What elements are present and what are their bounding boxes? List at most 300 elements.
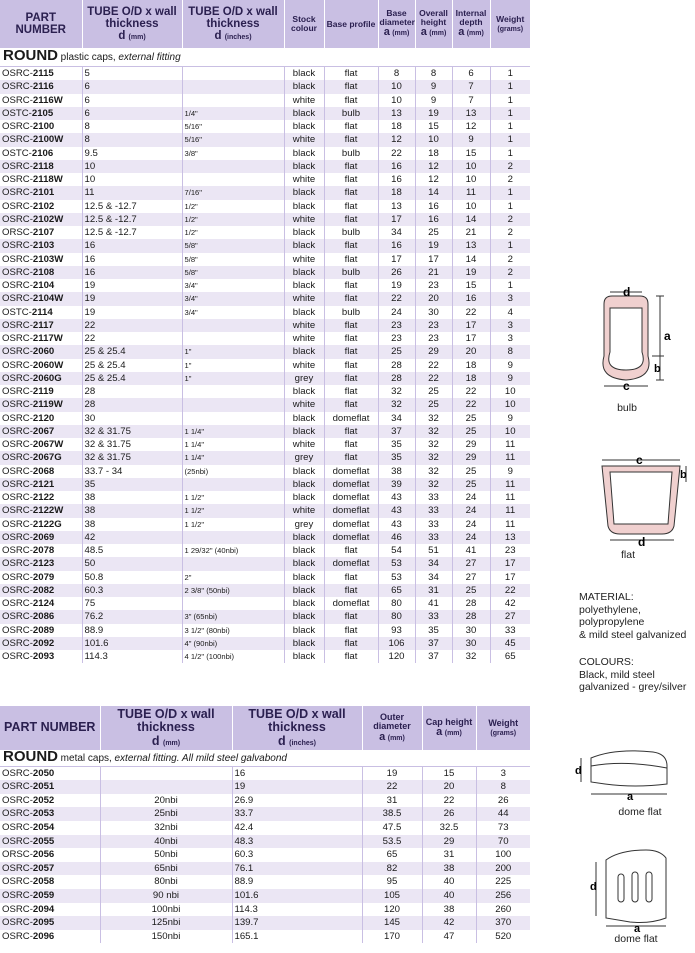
base-diameter-cell: 34 [378, 226, 415, 239]
part-number-cell: OSRC-2095 [0, 916, 100, 930]
weight-cell: 100 [495, 849, 512, 861]
part-number-cell: ORSC-2056 [0, 848, 100, 862]
header-tube-inches: TUBE O/D x wall thickness d (inches) [182, 0, 284, 48]
table-row [0, 807, 530, 821]
part-number-cell: OSRC-2096 [0, 930, 100, 944]
cap-height-cell: 31 [422, 848, 476, 862]
tube-mm-cell: 19 [82, 306, 182, 319]
part-number-cell: OSRC-2054 [0, 821, 100, 835]
table-row [0, 372, 530, 385]
stock-colour-cell: black [284, 345, 324, 358]
base-profile-cell: flat [324, 451, 378, 464]
base-diameter-cell: 53 [378, 571, 415, 584]
weight-cell: 70 [476, 835, 530, 849]
weight-cell: 10 [490, 398, 530, 411]
table-row [0, 637, 530, 650]
table-row [0, 794, 530, 808]
outer-diameter-cell: 22 [362, 780, 422, 794]
stock-colour-cell: white [284, 94, 324, 107]
tube-mm-cell: 35 [82, 478, 182, 491]
tube-mm-cell: 16 [82, 253, 182, 266]
stock-colour-cell: black [284, 491, 324, 504]
tube-inches-cell: 1/2" [182, 200, 284, 213]
tube-mm-cell: 40nbi [100, 835, 232, 849]
table-row [0, 930, 530, 944]
tube-inches-cell [182, 557, 284, 570]
weight-cell: 11 [490, 478, 530, 491]
stock-colour-cell: white [284, 438, 324, 451]
internal-depth-cell: 12 [452, 120, 490, 133]
base-profile-cell: domeflat [324, 412, 378, 425]
table-row [0, 239, 530, 252]
dome-flat-caption-1: dome flat [618, 806, 662, 818]
tube-inches-cell: 5/8" [182, 239, 284, 252]
tube-inches-cell [182, 80, 284, 93]
overall-height-cell: 12 [415, 160, 452, 173]
base-diameter-cell: 32 [378, 385, 415, 398]
tube-inches-cell [182, 597, 284, 610]
base-profile-cell: flat [324, 213, 378, 226]
header-base-diameter: Base diameter a (mm) [378, 0, 415, 48]
tube-inches-cell [182, 385, 284, 398]
header-cap-height: Cap height a (mm) [422, 706, 476, 750]
stock-colour-cell: black [284, 597, 324, 610]
weight-cell: 11 [490, 451, 530, 464]
part-number-cell: OSRC-2123 [0, 557, 82, 570]
internal-depth-cell: 21 [452, 226, 490, 239]
part-number-cell: OSRC-2104 [0, 279, 82, 292]
base-diameter-cell: 106 [378, 637, 415, 650]
part-number-cell: OSRC-2118 [0, 160, 82, 173]
cap-height-cell: 29 [422, 835, 476, 849]
base-profile-cell: flat [324, 624, 378, 637]
base-profile-cell: flat [324, 637, 378, 650]
weight-cell: 17 [504, 571, 516, 583]
tube-inches-cell: 1 1/2" [182, 504, 284, 517]
tube-inches-cell: 88.9 [232, 875, 362, 889]
internal-depth-cell: 10 [452, 173, 490, 186]
table-row [0, 120, 530, 133]
part-number-cell: OSRC-2122 [0, 491, 82, 504]
overall-height-cell: 37 [415, 637, 452, 650]
tube-mm-cell: 12.5 & -12.7 [82, 200, 182, 213]
table-row [0, 916, 530, 930]
base-diameter-cell: 18 [378, 186, 415, 199]
part-number-cell: OSRC-2093 [0, 650, 82, 663]
overall-height-cell: 33 [415, 518, 452, 531]
part-number-cell: OSRC-2067 [0, 425, 82, 438]
header-stock-colour: Stock colour [284, 0, 324, 48]
tube-inches-cell: 1/4" [182, 107, 284, 120]
base-diameter-cell: 34 [378, 412, 415, 425]
internal-depth-cell: 17 [452, 332, 490, 345]
overall-height-cell: 32 [415, 451, 452, 464]
internal-depth-cell: 19 [452, 266, 490, 279]
weight-cell: 11 [505, 492, 516, 504]
base-profile-cell: flat [324, 438, 378, 451]
part-number-cell: OSRC-2068 [0, 465, 82, 478]
tube-mm-cell: 80nbi [100, 875, 232, 889]
table-row [0, 889, 530, 903]
tube-mm-cell: 12.5 & -12.7 [82, 213, 182, 226]
tube-inches-cell: 76.1 [232, 862, 362, 876]
outer-diameter-cell: 65 [362, 848, 422, 862]
table-row [0, 67, 530, 81]
table-row [0, 821, 530, 835]
stock-colour-cell: black [284, 650, 324, 663]
base-profile-cell: domeflat [324, 504, 378, 517]
base-profile-cell: flat [324, 425, 378, 438]
weight-cell: 1 [507, 200, 513, 212]
table-row [0, 173, 530, 186]
table-row [0, 80, 530, 93]
tube-inches-cell [182, 67, 284, 81]
table-row [0, 332, 530, 345]
tube-inches-cell [182, 478, 284, 491]
base-diameter-cell: 28 [378, 359, 415, 372]
base-profile-cell: bulb [324, 226, 378, 239]
internal-depth-cell: 22 [452, 398, 490, 411]
weight-cell: 45 [490, 637, 530, 650]
base-diameter-cell: 39 [378, 478, 415, 491]
dome-flat-cap-diagram-1 [575, 744, 685, 804]
internal-depth-cell: 9 [452, 133, 490, 146]
cap-height-cell: 40 [422, 875, 476, 889]
base-profile-cell: bulb [324, 266, 378, 279]
stock-colour-cell: black [284, 624, 324, 637]
overall-height-cell: 16 [415, 213, 452, 226]
header-internal-depth: Internal depth a (mm) [452, 0, 490, 48]
header-tube-mm: TUBE O/D x wall thickness d (mm) [100, 706, 232, 750]
dim-label-d: d [638, 535, 646, 549]
base-diameter-cell: 26 [378, 266, 415, 279]
part-number-cell: OSRC-2117W [0, 332, 82, 345]
tube-mm-cell: 32 & 31.75 [82, 425, 182, 438]
weight-cell: 42 [504, 598, 516, 610]
table-row [0, 266, 530, 279]
table-row [0, 518, 530, 531]
header-weight: Weight (grams) [490, 0, 530, 48]
tube-inches-cell: 5/8" [182, 266, 284, 279]
tube-inches-cell: 2 3/8" (50nbi) [182, 584, 284, 597]
dim-label-b: b [654, 363, 661, 375]
dim-label-b: b [680, 469, 687, 481]
tube-inches-cell: 3" (65nbi) [182, 610, 284, 623]
table-row [0, 186, 530, 199]
part-number-cell: OSRC-2051 [0, 780, 100, 794]
weight-cell: 1 [507, 280, 513, 292]
part-number-cell: OSRC-2092 [0, 637, 82, 650]
part-number-cell: OSRC-2119 [0, 385, 82, 398]
base-diameter-cell: 35 [378, 438, 415, 451]
base-profile-cell: flat [324, 94, 378, 107]
stock-colour-cell: black [284, 120, 324, 133]
outer-diameter-cell: 170 [362, 930, 422, 944]
stock-colour-cell: black [284, 160, 324, 173]
stock-colour-cell: black [284, 200, 324, 213]
weight-cell: 13 [490, 531, 530, 544]
table-row [0, 491, 530, 504]
metal-caps-table [0, 706, 530, 943]
overall-height-cell: 18 [415, 147, 452, 160]
cap-height-cell: 42 [422, 916, 476, 930]
part-number-cell: OSRC-2116W [0, 94, 82, 107]
base-diameter-cell: 46 [378, 531, 415, 544]
overall-height-cell: 31 [415, 584, 452, 597]
dim-label-d: d [590, 881, 597, 893]
table-row [0, 425, 530, 438]
base-profile-cell: flat [324, 239, 378, 252]
overall-height-cell: 8 [415, 67, 452, 81]
internal-depth-cell: 24 [452, 504, 490, 517]
table-row [0, 398, 530, 411]
tube-mm-cell: 10 [82, 173, 182, 186]
base-diameter-cell: 16 [378, 160, 415, 173]
internal-depth-cell: 17 [452, 319, 490, 332]
part-number-cell: OSRC-2094 [0, 903, 100, 917]
overall-height-cell: 15 [415, 120, 452, 133]
tube-inches-cell: 60.3 [232, 848, 362, 862]
tube-inches-cell [182, 319, 284, 332]
header-base-profile: Base profile [324, 0, 378, 48]
part-number-cell: OSRC-2053 [0, 807, 100, 821]
base-diameter-cell: 23 [378, 332, 415, 345]
part-number-cell: OSRC-2060W [0, 359, 82, 372]
internal-depth-cell: 27 [452, 557, 490, 570]
cap-height-cell: 15 [422, 766, 476, 780]
stock-colour-cell: black [284, 412, 324, 425]
weight-cell: 256 [476, 889, 530, 903]
part-number-cell: OSRC-2082 [0, 584, 82, 597]
tube-inches-cell: 16 [232, 766, 362, 780]
stock-colour-cell: black [284, 385, 324, 398]
tube-inches-cell [182, 173, 284, 186]
section-heading: ROUND plastic caps, external fitting [0, 48, 530, 67]
weight-cell: 8 [490, 345, 530, 358]
base-diameter-cell: 35 [378, 451, 415, 464]
tube-mm-cell: 25 & 25.4 [82, 372, 182, 385]
table-row [0, 133, 530, 146]
stock-colour-cell: white [284, 332, 324, 345]
bulb-cap-diagram [590, 282, 680, 398]
stock-colour-cell: black [284, 239, 324, 252]
table-row [0, 319, 530, 332]
outer-diameter-cell: 53.5 [362, 835, 422, 849]
stock-colour-cell: black [284, 478, 324, 491]
table-row [0, 385, 530, 398]
tube-mm-cell: 42 [82, 531, 182, 544]
weight-cell: 11 [505, 439, 516, 451]
stock-colour-cell: white [284, 319, 324, 332]
internal-depth-cell: 7 [452, 80, 490, 93]
tube-inches-cell: 5/16" [182, 120, 284, 133]
base-diameter-cell: 19 [378, 279, 415, 292]
overall-height-cell: 33 [415, 504, 452, 517]
cap-height-cell: 26 [422, 807, 476, 821]
header-part-number: PART NUMBER [0, 0, 82, 48]
weight-cell: 1 [507, 147, 513, 159]
overall-height-cell: 33 [415, 491, 452, 504]
tube-inches-cell: 5/16" [182, 133, 284, 146]
stock-colour-cell: black [284, 186, 324, 199]
base-diameter-cell: 12 [378, 133, 415, 146]
weight-cell: 9 [490, 372, 530, 385]
tube-mm-cell: 60.3 [82, 584, 182, 597]
base-profile-cell: domeflat [324, 465, 378, 478]
base-diameter-cell: 24 [378, 306, 415, 319]
cap-height-cell: 38 [422, 903, 476, 917]
base-profile-cell: flat [324, 160, 378, 173]
stock-colour-cell: black [284, 557, 324, 570]
part-number-cell: OSRC-2104W [0, 292, 82, 305]
part-number-cell: OSRC-2120 [0, 412, 82, 425]
base-profile-cell: flat [324, 80, 378, 93]
tube-mm-cell: 125nbi [100, 916, 232, 930]
tube-mm-cell: 9.5 [82, 147, 182, 160]
table-header-row [0, 706, 530, 750]
table-row [0, 780, 530, 794]
section-heading: ROUND metal caps, external fitting. All mild steel galvabond [0, 750, 530, 766]
tube-mm-cell: 22 [82, 319, 182, 332]
tube-mm-cell [100, 780, 232, 794]
tube-inches-cell: 1/2" [182, 226, 284, 239]
internal-depth-cell: 7 [452, 94, 490, 107]
tube-inches-cell: 3 1/2" (80nbi) [182, 624, 284, 637]
part-number-cell: ORSC-2107 [0, 226, 82, 239]
internal-depth-cell: 13 [452, 107, 490, 120]
overall-height-cell: 17 [415, 253, 452, 266]
tube-inches-cell: 42.4 [232, 821, 362, 835]
overall-height-cell: 41 [415, 597, 452, 610]
weight-cell: 1 [507, 68, 513, 80]
tube-inches-cell [182, 160, 284, 173]
tube-mm-cell: 33.7 - 34 [82, 465, 182, 478]
tube-inches-cell: 1" [182, 345, 284, 358]
internal-depth-cell: 29 [452, 451, 490, 464]
table-row [0, 650, 530, 663]
part-number-cell: OSRC-2122W [0, 504, 82, 517]
tube-mm-cell: 100nbi [100, 903, 232, 917]
weight-cell: 10 [490, 425, 530, 438]
overall-height-cell: 25 [415, 226, 452, 239]
table-row [0, 306, 530, 319]
table-row [0, 610, 530, 623]
part-number-cell: OSRC-2050 [0, 766, 100, 780]
part-number-cell: OSRC-2102W [0, 213, 82, 226]
overall-height-cell: 32 [415, 478, 452, 491]
internal-depth-cell: 14 [452, 253, 490, 266]
overall-height-cell: 23 [415, 319, 452, 332]
table-row [0, 107, 530, 120]
overall-height-cell: 30 [415, 306, 452, 319]
table-row [0, 624, 530, 637]
overall-height-cell: 32 [415, 438, 452, 451]
overall-height-cell: 25 [415, 398, 452, 411]
table-row [0, 438, 530, 451]
outer-diameter-cell: 38.5 [362, 807, 422, 821]
base-profile-cell: flat [324, 359, 378, 372]
internal-depth-cell: 25 [452, 584, 490, 597]
tube-mm-cell: 6 [82, 80, 182, 93]
part-number-cell: OSRC-2119W [0, 398, 82, 411]
tube-mm-cell: 76.2 [82, 610, 182, 623]
table-row [0, 903, 530, 917]
internal-depth-cell: 22 [452, 385, 490, 398]
part-number-cell: OSRC-2103W [0, 253, 82, 266]
overall-height-cell: 20 [415, 292, 452, 305]
base-profile-cell: flat [324, 279, 378, 292]
tube-inches-cell: 1" [182, 372, 284, 385]
weight-cell: 1 [490, 107, 530, 120]
base-diameter-cell: 22 [378, 292, 415, 305]
tube-inches-cell: 139.7 [232, 916, 362, 930]
base-diameter-cell: 16 [378, 239, 415, 252]
overall-height-cell: 19 [415, 239, 452, 252]
table-row [0, 292, 530, 305]
weight-cell: 3 [490, 292, 530, 305]
colours-note: COLOURS: Black, mild steel galvanized - grey/silver [579, 656, 687, 693]
base-diameter-cell: 120 [378, 650, 415, 663]
part-number-cell: OSRC-2100W [0, 133, 82, 146]
outer-diameter-cell: 19 [362, 766, 422, 780]
internal-depth-cell: 18 [452, 359, 490, 372]
overall-height-cell: 35 [415, 624, 452, 637]
weight-cell: 370 [476, 916, 530, 930]
tube-mm-cell: 88.9 [82, 624, 182, 637]
cap-height-cell: 38 [422, 862, 476, 876]
table-row [0, 213, 530, 226]
weight-cell: 3 [507, 333, 513, 345]
weight-cell: 2 [490, 266, 530, 279]
tube-inches-cell: (25nbi) [182, 465, 284, 478]
overall-height-cell: 14 [415, 186, 452, 199]
header-part-number: PART NUMBER [0, 706, 100, 750]
tube-inches-cell: 19 [232, 780, 362, 794]
tube-mm-cell: 5 [82, 67, 182, 81]
base-diameter-cell: 17 [378, 253, 415, 266]
tube-inches-cell: 1 29/32" (40nbi) [182, 544, 284, 557]
weight-cell: 200 [476, 862, 530, 876]
base-profile-cell: flat [324, 584, 378, 597]
weight-cell: 11 [490, 504, 530, 517]
base-diameter-cell: 10 [378, 80, 415, 93]
part-number-cell: OSRC-2108 [0, 266, 82, 279]
part-number-cell: OSRC-2101 [0, 186, 82, 199]
base-diameter-cell: 23 [378, 319, 415, 332]
overall-height-cell: 32 [415, 412, 452, 425]
part-number-cell: OSRC-2057 [0, 862, 100, 876]
base-profile-cell: flat [324, 372, 378, 385]
internal-depth-cell: 24 [452, 491, 490, 504]
tube-inches-cell: 114.3 [232, 903, 362, 917]
tube-mm-cell: 48.5 [82, 544, 182, 557]
overall-height-cell: 19 [415, 107, 452, 120]
part-number-cell: OSRC-2102 [0, 200, 82, 213]
dome-flat-caption-2: dome flat [614, 933, 658, 945]
internal-depth-cell: 28 [452, 597, 490, 610]
tube-mm-cell: 25 & 25.4 [82, 345, 182, 358]
base-diameter-cell: 18 [378, 120, 415, 133]
tube-mm-cell: 6 [82, 107, 182, 120]
internal-depth-cell: 20 [452, 345, 490, 358]
part-number-cell: OSRC-2079 [0, 571, 82, 584]
tube-mm-cell: 16 [82, 239, 182, 252]
base-diameter-cell: 10 [378, 94, 415, 107]
table-row [0, 597, 530, 610]
overall-height-cell: 37 [415, 650, 452, 663]
overall-height-cell: 23 [415, 332, 452, 345]
base-diameter-cell: 93 [378, 624, 415, 637]
